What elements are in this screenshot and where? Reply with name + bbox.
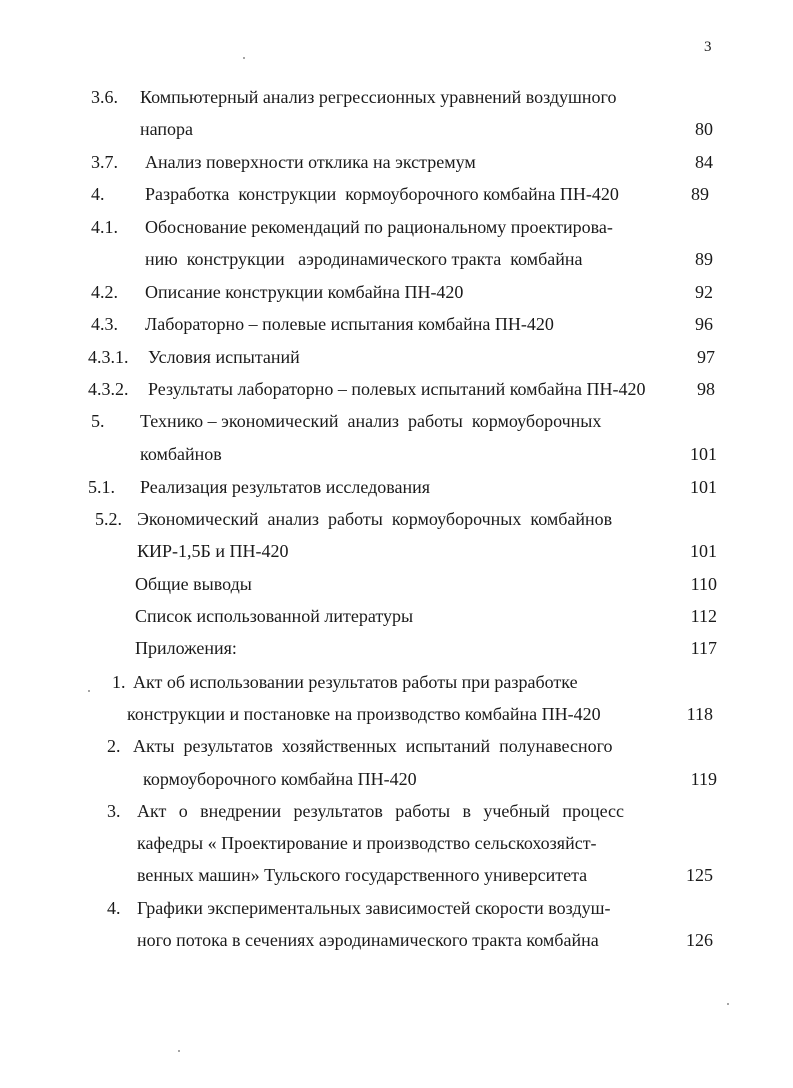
toc-title: Лабораторно – полевые испытания комбайна ПН-420 — [145, 314, 554, 334]
toc-title: комбайнов — [140, 444, 222, 464]
appendix-page: 125 — [686, 865, 713, 885]
page-number: 3 — [704, 39, 712, 55]
scan-speck — [88, 690, 90, 692]
toc-number: 4.3. — [91, 314, 118, 334]
toc-title: КИР-1,5Б и ПН-420 — [137, 541, 289, 561]
toc-number: 4.2. — [91, 282, 118, 302]
appendix-title: конструкции и постановке на производство комбайна ПН-420 — [127, 704, 601, 724]
toc-page: 110 — [690, 574, 717, 594]
toc-title: Реализация результатов исследования — [140, 477, 431, 497]
toc-number: 3.6. — [91, 87, 118, 107]
toc-page: 80 — [695, 119, 713, 139]
toc-number: 3.7. — [91, 152, 118, 172]
toc-title: Результаты лабораторно – полевых испытаний комбайна ПН-420 — [148, 379, 646, 399]
appendix-title: Акты результатов хозяйственных испытаний полунавесного — [133, 736, 613, 756]
toc-page: 89 — [695, 249, 713, 269]
appendix-title: кафедры « Проектирование и производство сельскохозяйст- — [137, 833, 597, 853]
toc-title: напора — [140, 119, 194, 139]
toc-title: Разработка конструкции кормоуборочного комбайна ПН-420 — [145, 184, 619, 204]
toc-title: Компьютерный анализ регрессионных уравнений воздушного — [140, 87, 617, 107]
toc-title: Общие выводы — [135, 574, 252, 594]
toc-number: 4.3.2. — [88, 379, 129, 399]
toc-page: 89 — [691, 184, 709, 204]
toc-title: нию конструкции аэродинамического тракта комбайна — [145, 249, 583, 269]
toc-page: 97 — [697, 347, 715, 367]
scan-speck — [178, 1050, 180, 1052]
appendix-number: 1. — [112, 672, 126, 692]
toc-page: 117 — [690, 638, 717, 658]
toc-title: Обоснование рекомендаций по рациональному проектирова- — [145, 217, 613, 237]
toc-page: 84 — [695, 152, 713, 172]
toc-page: 92 — [695, 282, 713, 302]
appendix-title: кормоуборочного комбайна ПН-420 — [143, 769, 417, 789]
toc-page: 101 — [690, 541, 717, 561]
toc-number: 5.2. — [95, 509, 122, 529]
toc-title: Описание конструкции комбайна ПН-420 — [145, 282, 464, 302]
scan-speck — [243, 57, 245, 59]
toc-title: Приложения: — [135, 638, 237, 658]
scan-speck — [727, 1003, 729, 1005]
appendix-page: 118 — [686, 704, 713, 724]
toc-page: 96 — [695, 314, 713, 334]
appendix-title: венных машин» Тульского государственного университета — [137, 865, 588, 885]
toc-number: 5.1. — [88, 477, 115, 497]
toc-title: Анализ поверхности отклика на экстремум — [145, 152, 476, 172]
toc-title: Условия испытаний — [148, 347, 300, 367]
appendix-page: 126 — [686, 930, 713, 950]
appendix-number: 2. — [107, 736, 121, 756]
toc-page: 101 — [690, 477, 717, 497]
toc-title: Экономический анализ работы кормоуборочных комбайнов — [137, 509, 613, 529]
toc-page: 101 — [690, 444, 717, 464]
toc-number: 4.3.1. — [88, 347, 129, 367]
toc-page: 112 — [690, 606, 717, 626]
appendix-title: Акт об использовании результатов работы при разработке — [133, 672, 578, 692]
toc-number: 5. — [91, 411, 105, 431]
appendix-number: 3. — [107, 801, 121, 821]
toc-number: 4. — [91, 184, 105, 204]
toc-page: 98 — [697, 379, 715, 399]
toc-number: 4.1. — [91, 217, 118, 237]
appendix-page: 119 — [690, 769, 717, 789]
appendix-number: 4. — [107, 898, 121, 918]
appendix-title: ного потока в сечениях аэродинамического тракта комбайна — [137, 930, 599, 950]
appendix-title: Графики экспериментальных зависимостей скорости воздуш- — [137, 898, 611, 918]
toc-title: Технико – экономический анализ работы кормоуборочных — [140, 411, 602, 431]
toc-title: Список использованной литературы — [135, 606, 414, 626]
appendix-title: Акт о внедрении результатов работы в учебный процесс — [137, 801, 624, 821]
